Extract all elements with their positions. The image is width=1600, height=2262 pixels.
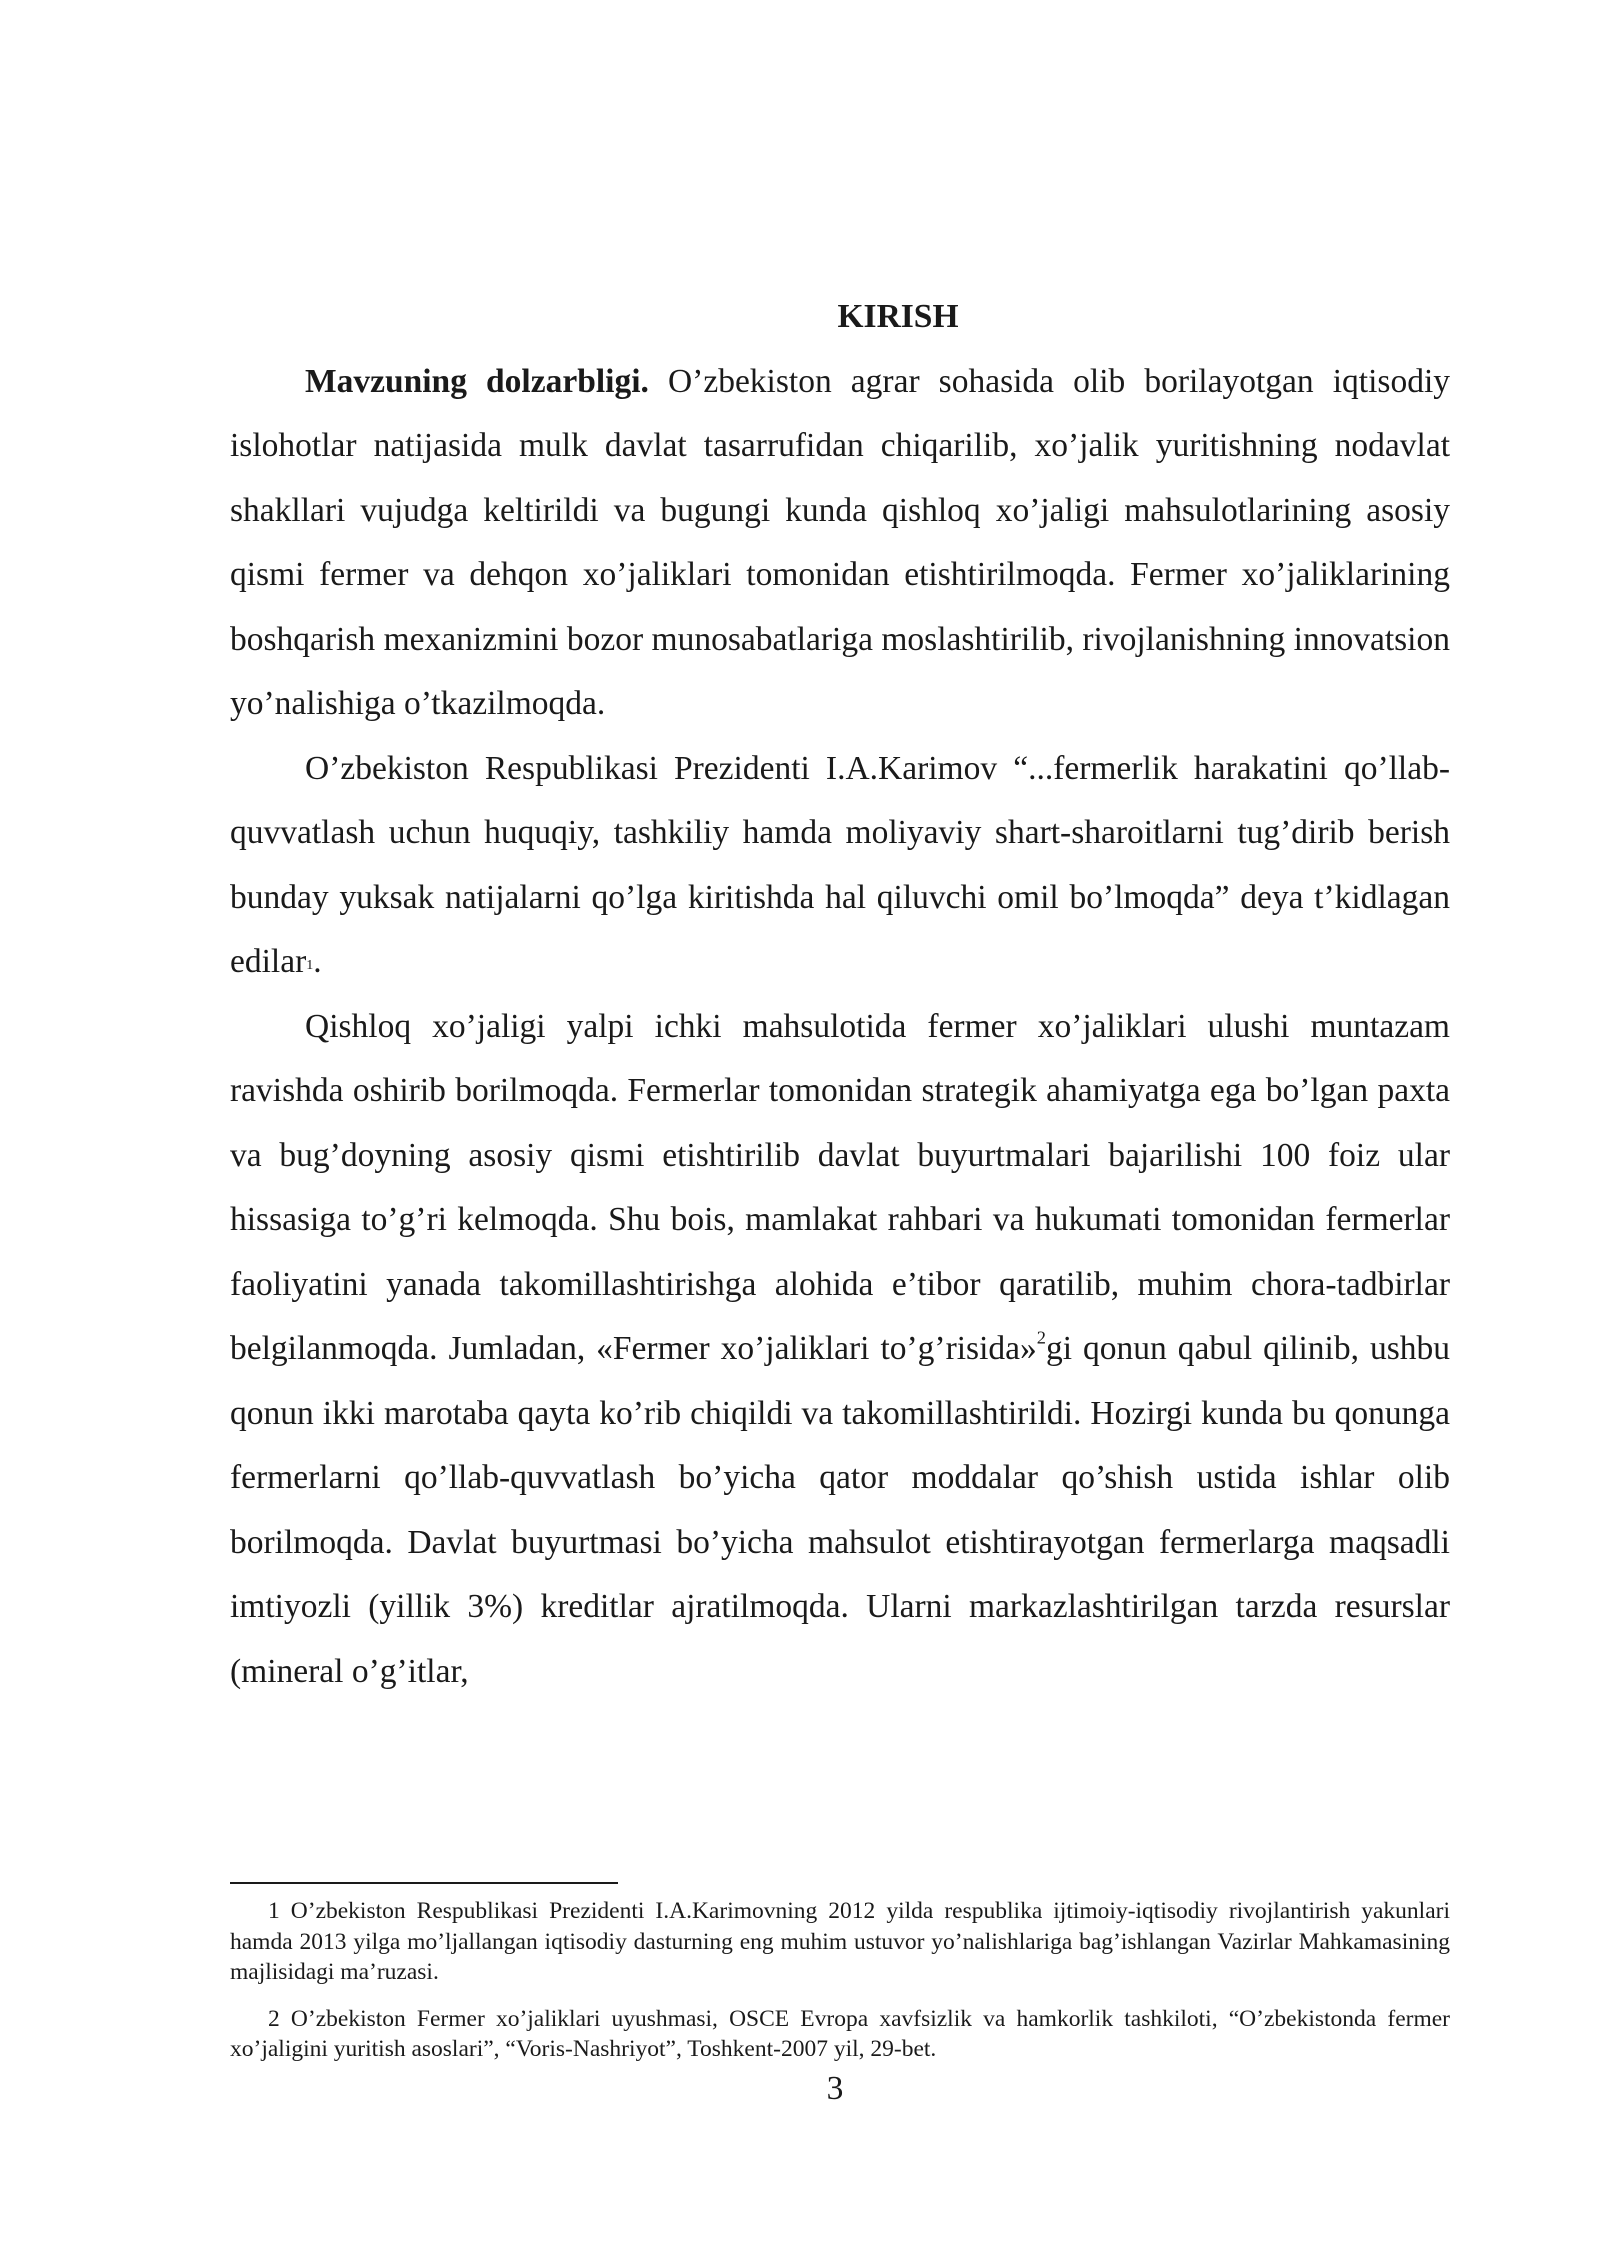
paragraph-farmers [230, 995, 1450, 1705]
footnote-1: 1 O’zbekiston Respublikasi Prezidenti I.A.Karimovning 2012 yilda respublika ijtimoiy-iqtisodiy rivojlantirish yakunlari hamda 2013 yilga mo’ljallangan iqtisodiy dasturning eng muhim ustuvor yo’nalishlariga bag’ishlangan Vazirlar Mahkamasining majlisidagi ma’ruzasi. [230, 1898, 1450, 1985]
paragraph-lead: Mavzuning dolzarbligi. [305, 362, 649, 400]
footnotes [230, 1896, 1450, 2081]
page-number: 3 [826, 2070, 844, 2107]
footnote-ref[interactable]: 1 [306, 957, 314, 974]
section-title: KIRISH [837, 298, 959, 335]
footnote-2: 2 O’zbekiston Fermer xo’jaliklari uyushmasi, OSCE Evropa xavfsizlik va hamkorlik tashkiloti, “O’zbekistonda fermer xo’jaligini yuritish asoslari”, “Voris-Nashriyot”, Toshkent-2007 yil, 29-bet. [230, 2005, 1450, 2062]
footnote-ref[interactable]: 2 [1036, 1327, 1046, 1348]
paragraph-text: gi qonun qabul qilinib, ushbu qonun ikki marotaba qayta ko’rib chiqildi va takomillashtirildi. Hozirgi kunda bu qonunga fermerlarni qo’llab-quvvatlash bo’yicha qator moddalar qo’shish ustida ishlar olib borilmoqda. Davlat buyurtmasi bo’yicha mahsulot etishtirayotgan fermerlarga maqsadli imtiyozli (yillik 3%) kreditlar ajratilmoqda. Ularni markazlashtirilgan tarzda resurslar (mineral o’g’itlar, [230, 1330, 1450, 1690]
paragraph-quote [230, 737, 1450, 995]
footnote-separator [230, 1882, 618, 1884]
paragraph-text: O’zbekiston Respublikasi Prezidenti I.A.Karimov “...fermerlik harakatini qo’llab-quvvatlash uchun huquqiy, tashkiliy hamda moliyaviy shart-sharoitlarni tug’dirib berish bunday yuksak natijalarni qo’lga kiritishda hal qiluvchi omil bo’lmoqda” deya t’kidlagan edilar [230, 749, 1450, 980]
paragraph-relevance [230, 350, 1450, 737]
paragraph-text: Qishloq xo’jaligi yalpi ichki mahsulotida fermer xo’jaliklari ulushi muntazam ravishda oshirib borilmoqda. Fermerlar tomonidan strategik ahamiyatga ega bo’lgan paxta va bug’doyning asosiy qismi etishtirilib davlat buyurtmalari bajarilishi 100 foiz ular hissasiga to’g’ri kelmoqda. Shu bois, mamlakat rahbari va hukumati tomonidan fermerlar faoliyatini yanada takomillashtirishga alohida e’tibor qaratilib, muhim chora-tadbirlar belgilanmoqda. Jumladan, «Fermer xo’jaliklari to’g’risida» [230, 1007, 1450, 1367]
paragraph-end: . [313, 943, 322, 980]
paragraph-text: O’zbekiston agrar sohasida olib borilayotgan iqtisodiy islohotlar natijasida mulk davlat tasarrufidan chiqarilib, xo’jalik yuritishning nodavlat shakllari vujudga keltirildi va bugungi kunda qishloq xo’jaligi mahsulotlarining asosiy qismi fermer va dehqon xo’jaliklari tomonidan etishtirilmoqda. Fermer xo’jaliklarining boshqarish mexanizmini bozor munosabatlariga moslashtirilib, rivojlanishning innovatsion yo’nalishiga o’tkazilmoqda. [230, 362, 1451, 722]
body-text [230, 285, 1450, 1704]
